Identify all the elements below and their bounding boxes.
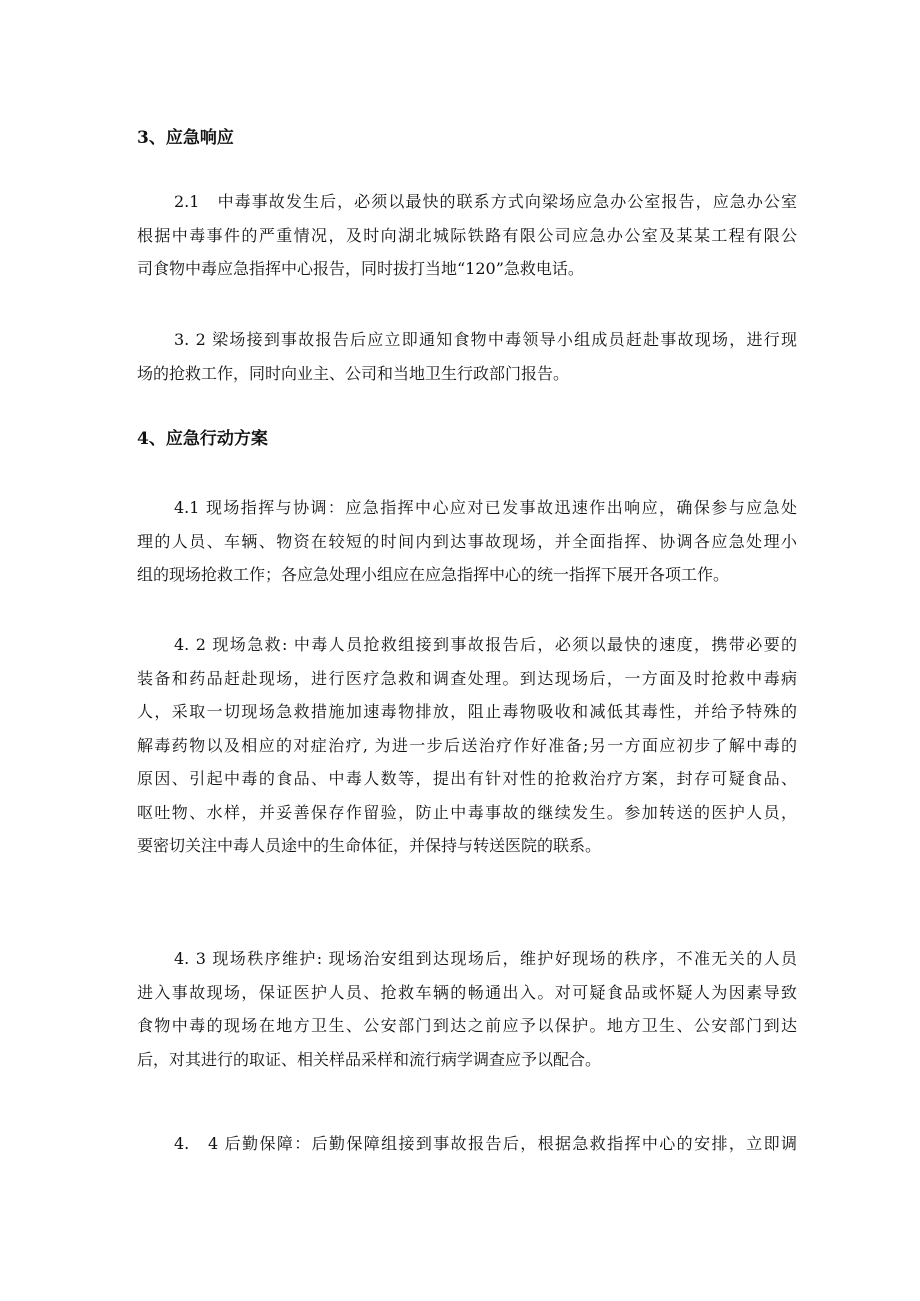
paragraph-line: 要密切关注中毒人员途中的生命体征，并保持与转送医院的联系。 — [137, 836, 602, 855]
paragraph-line: 理的人员、车辆、物资在较短的时间内到达事故现场，并全面指挥、协调各应急处理小 — [137, 531, 797, 551]
paragraph-line: 根据中毒事件的严重情况，及时向湖北城际铁路有限公司应急办公室及某某工程有限公 — [137, 225, 797, 245]
paragraph-line: 原因、引起中毒的食品、中毒人数等，提出有针对性的抢救治疗方案，封存可疑食品、 — [137, 769, 797, 788]
paragraph-line: 组的现场抢救工作；各应急处理小组应在应急指挥中心的统一指挥下展开各项工作。 — [137, 565, 730, 584]
paragraph — [137, 491, 797, 592]
paragraph-line: 司食物中毒应急指挥中心报告，同时拔打当地“120”急救电话。 — [137, 259, 584, 278]
paragraph-line: 4. 4 后勤保障：后勤保障组接到事故报告后，根据急救指挥中心的安排，立即调 — [174, 1134, 797, 1153]
paragraph-line: 进入事故现场，保证医护人员、抢救车辆的畅通出入。对可疑食品或怀疑人为因素导致 — [137, 982, 797, 1002]
paragraph-line: 4.1 现场指挥与协调：应急指挥中心应对已发事故迅速作出响应，确保参与应急处 — [174, 498, 797, 517]
paragraph-line: 装备和药品赶赴现场，进行医疗急救和调查处理。到达现场后，一方面及时抢救中毒病 — [137, 668, 797, 688]
paragraph — [137, 942, 797, 1076]
paragraph-line: 人，采取一切现场急救措施加速毒物排放，阻止毒物吸收和减低其毒性，并给予特殊的 — [137, 702, 797, 721]
paragraph-line: 场的抢救工作，同时向业主、公司和当地卫生行政部门报告。 — [137, 363, 570, 383]
paragraph-line: 4. 2 现场急救: 中毒人员抢救组接到事故报告后，必须以最快的速度，携带必要的 — [174, 635, 797, 654]
paragraph-line: 后，对其进行的取证、相关样品采样和流行病学调查应予以配合。 — [137, 1049, 602, 1069]
paragraph-line: 食物中毒的现场在地方卫生、公安部门到达之前应予以保护。地方卫生、公安部门到达 — [137, 1016, 797, 1035]
paragraph-line: 呕吐物、水样，并妥善保存作留验，防止中毒事故的继续发生。参加转送的医护人员， — [137, 802, 797, 822]
paragraph — [137, 1127, 797, 1161]
paragraph — [137, 628, 797, 863]
paragraph — [137, 323, 797, 390]
paragraph-line: 2.1 中毒事故发生后，必须以最快的联系方式向梁场应急办公室报告，应急办公室 — [174, 192, 797, 211]
section-heading: 3、应急响应 — [137, 128, 234, 148]
paragraph-line: 解毒药物以及相应的对症治疗, 为进一步后送治疗作好准备;另一方面应初步了解中毒的 — [137, 735, 797, 755]
paragraph — [137, 185, 797, 286]
paragraph-line: 3. 2 梁场接到事故报告后应立即通知食物中毒领导小组成员赶赴事故现场，进行现 — [174, 330, 797, 349]
paragraph-line: 4. 3 现场秩序维护: 现场治安组到达现场后，维护好现场的秩序，不准无关的人员 — [174, 949, 797, 968]
section-heading: 4、应急行动方案 — [137, 429, 268, 449]
